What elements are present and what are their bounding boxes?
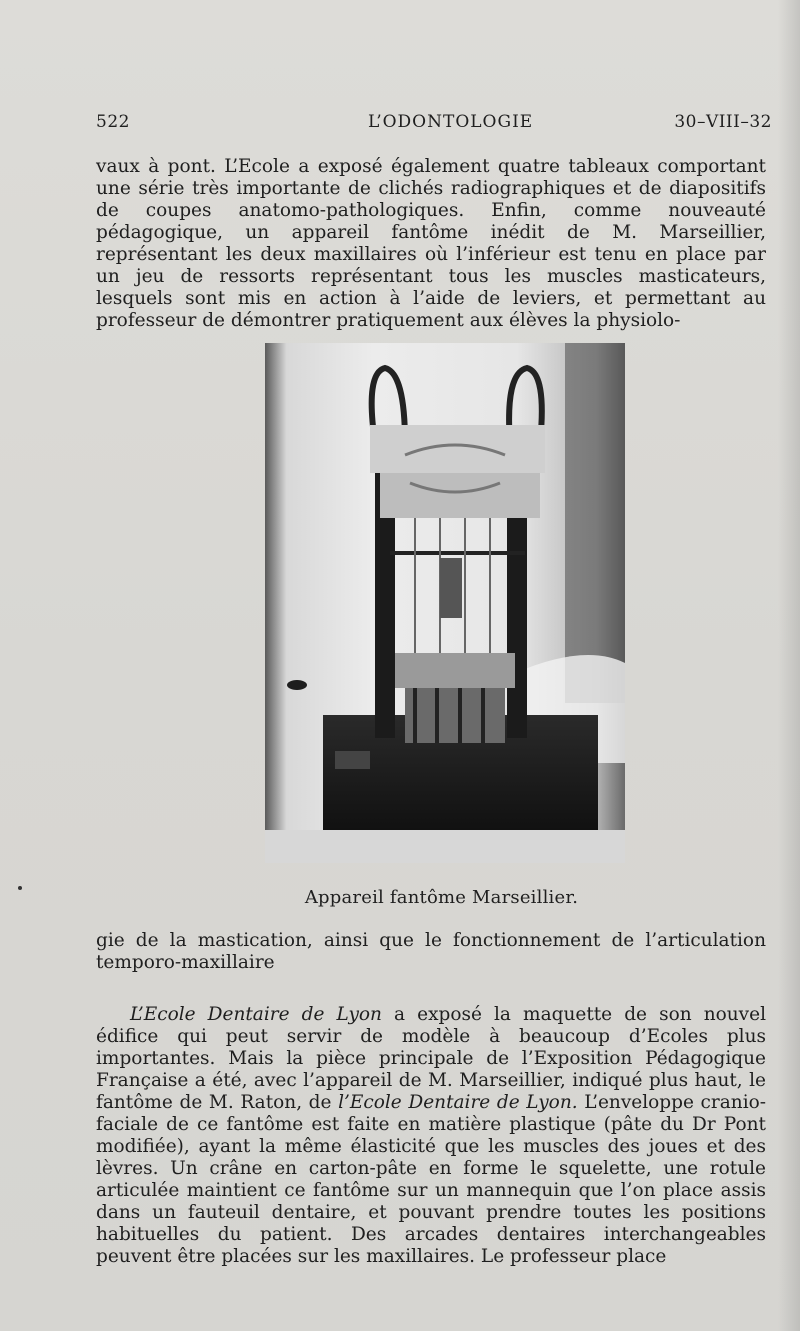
paragraph-3-text-2: L’enveloppe cranio-faciale de ce fantôme est faite en matière plastique (pâte du Dr Pont modifiée), ayant la même élasticité que les muscles des joues et des lèvres. Un crâne en carton-pâte en forme le squelette, une rotule articulée maintient ce fantôme sur un mannequin que l’on place assis dans un fauteuil dentaire, et pouvant prendre toutes les positions habituelles du patient. Des arcades dentaires interchangeables peuvent être placées sur les maxillaires. Le professeur place bbox=[96, 1092, 766, 1267]
page-edge-shadow bbox=[778, 0, 800, 1331]
marseillier-apparatus-photo bbox=[265, 343, 625, 863]
paragraph-1: vaux à pont. L’Ecole a exposé également quatre tableaux comportant une série très importante de clichés radiographiques et de diapositifs de coupes anatomo-pathologiques. Enfin, comme nouveauté pédagogique, un appareil fantôme inédit de M. Marseillier, représentant les deux maxillaires où l’inférieur est tenu en place par un jeu de ressorts représentant tous les muscles masticateurs, lesquels sont mis en action à l’aide de leviers, et permettant au professeur de démontrer pratiquement aux élèves la physiolo- bbox=[96, 156, 766, 331]
school-name-italic: L’Ecole Dentaire de Lyon bbox=[130, 1004, 382, 1025]
page-dot bbox=[18, 886, 22, 890]
paragraph-3-text-1: a exposé la maquette de son nouvel édifice qui peut servir de modèle à beaucoup d’Ecoles plus importantes. Mais la pièce principale de l’Exposition Pédagogique Française a été, avec l’appareil de M. Marseillier, indiqué plus haut, le fantôme de M. Raton, de bbox=[96, 1004, 766, 1113]
page-number: 522 bbox=[96, 112, 130, 132]
paragraph-3 bbox=[96, 1004, 766, 1268]
journal-title: L’ODONTOLOGIE bbox=[368, 112, 534, 132]
running-header bbox=[96, 112, 772, 136]
paragraph-2: gie de la mastication, ainsi que le fonctionnement de l’articulation temporo-maxillaire bbox=[96, 930, 766, 973]
figure-photo bbox=[265, 343, 625, 863]
figure-caption: Appareil fantôme Marseillier. bbox=[304, 887, 579, 908]
school-name-italic-2: l’Ecole Dentaire de Lyon. bbox=[338, 1092, 578, 1113]
issue-date: 30–VIII–32 bbox=[674, 112, 772, 132]
